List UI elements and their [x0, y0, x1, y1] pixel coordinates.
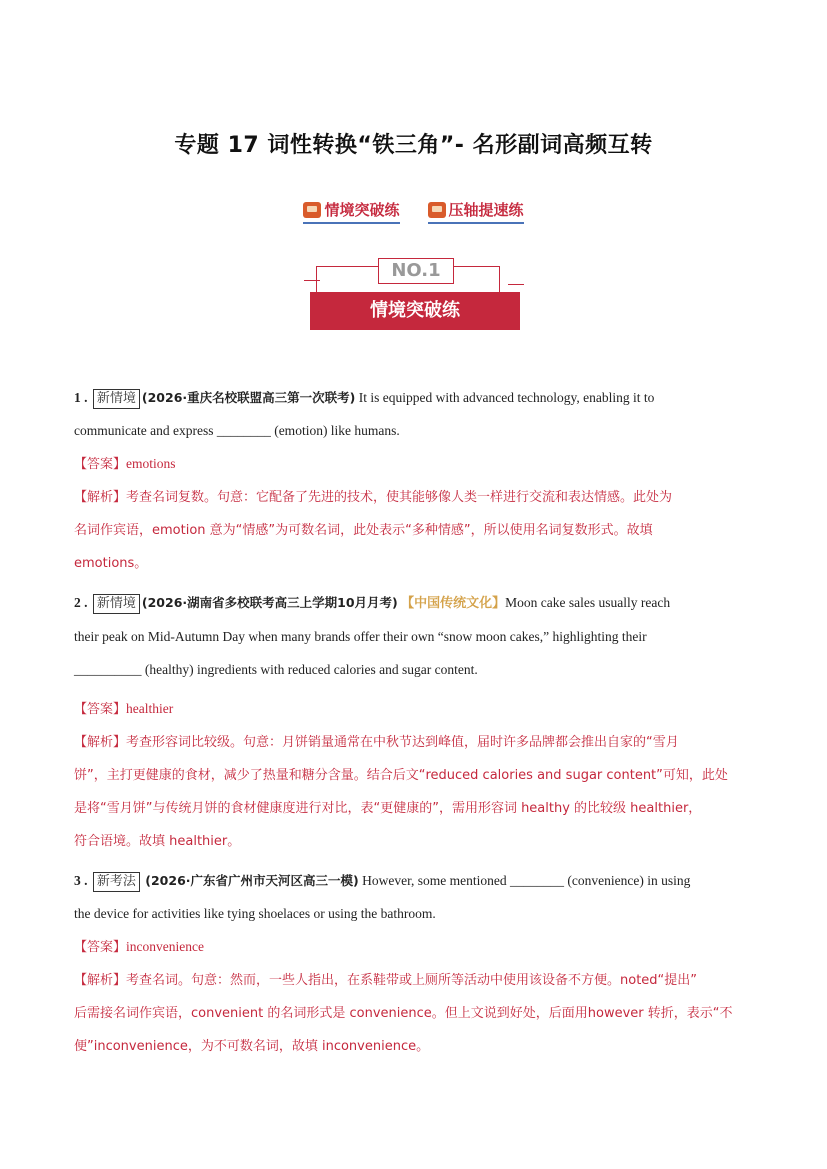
nav-item-context-practice[interactable] [303, 199, 399, 224]
question-number: 2 . [74, 595, 88, 610]
question-source: (2026·湖南省多校联考高三上学期10月月考) [141, 595, 398, 610]
banner-number: NO.1 [378, 258, 454, 284]
culture-tag: 【中国传统文化】 [401, 596, 506, 611]
analysis-text: 饼”，主打更健康的食材，减少了热量和糖分含量。结合后文“reduced calories and sugar content”可知，此处 [74, 768, 728, 783]
question-text: the device for activities like tying shoelaces or using the bathroom. [74, 906, 436, 921]
answer-label: 【答案】 [74, 940, 127, 955]
page-title: 专题 17 词性转换“铁三角”- 名形副词高频互转 [174, 133, 653, 158]
nav-item-label: 压轴提速练 [448, 201, 524, 219]
banner-divider [508, 284, 524, 285]
question-text: It is equipped with advanced technology, enabling it to [358, 390, 655, 405]
analysis-text: emotions。 [74, 556, 148, 571]
banner-divider [304, 280, 320, 281]
question-1 [74, 381, 754, 580]
answer-value: emotions [126, 456, 176, 471]
question-text: __________ (healthy) ingredients with reduced calories and sugar content. [74, 662, 478, 677]
question-source: (2026·广东省广州市天河区高三一模) [145, 873, 359, 888]
question-text: Moon cake sales usually reach [505, 595, 671, 610]
analysis-text: 符合语境。故填 healthier。 [74, 834, 241, 849]
section-nav [0, 199, 827, 224]
question-number: 3 . [74, 873, 88, 888]
analysis-text: 【解析】考查形容词比较级。句意：月饼销量通常在中秋节达到峰值，届时许多品牌都会推出自家的“雪月 [74, 735, 679, 750]
nav-item-speed-practice[interactable] [428, 199, 524, 224]
nav-item-label: 情境突破练 [324, 201, 400, 219]
analysis-text: 【解析】考查名词复数。句意：它配备了先进的技术，使其能够像人类一样进行交流和表达情感。此处为 [74, 490, 673, 505]
question-tag: 新考法 [93, 872, 140, 892]
analysis-text: 是将“雪月饼”与传统月饼的食材健康度进行对比，表“更健康的”，需用形容词 healthy 的比较级 healthier， [74, 801, 702, 816]
question-tag: 新情境 [93, 389, 140, 409]
book-icon [428, 202, 446, 218]
analysis-text: 名词作宾语，emotion 意为“情感”为可数名词，此处表示“多种情感”，所以使用名词复数形式。故填 [74, 523, 653, 538]
analysis-text: 便”inconvenience，为不可数名词，故填 inconvenience。 [74, 1039, 430, 1054]
answer-label: 【答案】 [74, 457, 127, 472]
question-2 [74, 586, 754, 858]
answer-value: healthier [126, 701, 174, 716]
question-number: 1 . [74, 390, 88, 405]
question-text: However, some mentioned ________ (convenience) in using [362, 873, 691, 888]
answer-value: inconvenience [126, 939, 204, 954]
section-banner [300, 258, 530, 334]
question-source: (2026·重庆名校联盟高三第一次联考) [141, 390, 356, 405]
answer-label: 【答案】 [74, 702, 127, 717]
question-3 [74, 864, 754, 1063]
analysis-text: 后需接名词作宾语，convenient 的名词形式是 convenience。但上文说到好处，后面用however 转折，表示“不 [74, 1006, 733, 1021]
banner-label: 情境突破练 [310, 292, 520, 330]
question-tag: 新情境 [93, 594, 140, 614]
analysis-text: 【解析】考查名词。句意：然而，一些人指出，在系鞋带或上厕所等活动中使用该设备不方便。noted“提出” [74, 973, 698, 988]
question-text: communicate and express ________ (emotion) like humans. [74, 423, 400, 438]
question-text: their peak on Mid-Autumn Day when many brands offer their own “snow moon cakes,” highlighting their [74, 629, 647, 644]
book-icon [303, 202, 321, 218]
question-list [74, 381, 754, 1063]
